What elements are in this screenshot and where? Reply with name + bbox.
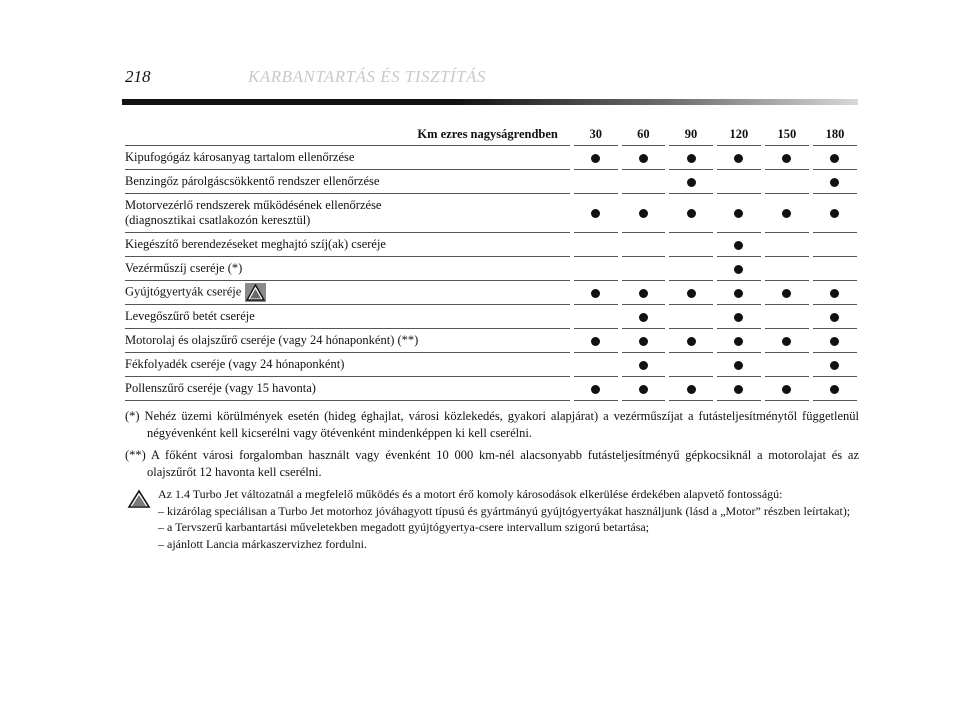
bullet-mark-icon: [830, 289, 839, 298]
bullet-mark-icon: [687, 178, 696, 187]
bullet-mark-icon: [782, 337, 791, 346]
row-label-text: Pollenszűrő cseréje (vagy 15 havonta): [125, 381, 316, 395]
bullet-mark-icon: [591, 154, 600, 163]
interval-cell-180: [811, 170, 857, 194]
warning-item: – a Tervszerű karbantartási műveletekben megadott gyújtógyertya-csere intervallum szigorú betartása;: [158, 520, 650, 534]
table-row: [125, 233, 857, 257]
bullet-mark-icon: [782, 154, 791, 163]
interval-cell-180: [811, 194, 857, 233]
interval-cell-150: [763, 194, 811, 233]
row-label-text: Kiegészítő berendezéseket meghajtó szíj(ak) cseréje: [125, 237, 386, 251]
interval-cell-30: [572, 353, 620, 377]
interval-cell-150: [763, 146, 811, 170]
interval-cell-150: [763, 170, 811, 194]
bullet-mark-icon: [687, 154, 696, 163]
interval-cell-30: [572, 377, 620, 401]
interval-cell-60: [620, 170, 668, 194]
bullet-mark-icon: [830, 337, 839, 346]
row-label: [125, 170, 572, 194]
row-label: [125, 353, 572, 377]
interval-cell-150: [763, 257, 811, 281]
interval-cell-90: [667, 194, 715, 233]
bullet-mark-icon: [734, 313, 743, 322]
table-row: [125, 281, 857, 305]
table-row: [125, 257, 857, 281]
interval-cell-120: [715, 194, 763, 233]
table-row: [125, 146, 857, 170]
footnote-engine-oil: (**) A főként városi forgalomban használt vagy évenként 10 000 km-nél alacsonyabb futásteljesítményű gépkocsiknál a motorolajat és az olajszűrőt 12 havonta kell cserélni.: [125, 448, 859, 479]
bullet-mark-icon: [734, 337, 743, 346]
bullet-mark-icon: [591, 385, 600, 394]
interval-cell-30: [572, 194, 620, 233]
row-label: [125, 257, 572, 281]
interval-cell-30: [572, 146, 620, 170]
row-label-text: Kipufogógáz károsanyag tartalom ellenőrzése: [125, 150, 355, 164]
warning-item: – ajánlott Lancia márkaszervizhez fordulni.: [158, 536, 367, 551]
row-label-text: Gyújtógyertyák cseréje: [125, 284, 242, 299]
bullet-mark-icon: [830, 313, 839, 322]
interval-cell-120: [715, 281, 763, 305]
row-label-text: Fékfolyadék cseréje (vagy 24 hónaponként): [125, 357, 345, 371]
interval-cell-150: [763, 305, 811, 329]
table-row: [125, 377, 857, 401]
interval-cell-120: [715, 257, 763, 281]
interval-cell-180: [811, 353, 857, 377]
bullet-mark-icon: [687, 337, 696, 346]
row-label-text: Vezérműszíj cseréje (*): [125, 261, 243, 275]
interval-cell-150: [763, 329, 811, 353]
bullet-mark-icon: [830, 361, 839, 370]
interval-cell-180: [811, 281, 857, 305]
interval-cell-180: [811, 257, 857, 281]
interval-cell-180: [811, 329, 857, 353]
warning-intro: Az 1.4 Turbo Jet változatnál a megfelelő működés és a motort érő komoly károsodások elkerülése érdekében alapvető fontosságú:: [158, 487, 783, 501]
interval-cell-90: [667, 377, 715, 401]
row-label: [125, 146, 572, 170]
row-label: [125, 377, 572, 401]
interval-cell-30: [572, 305, 620, 329]
interval-cell-180: [811, 146, 857, 170]
bullet-mark-icon: [782, 385, 791, 394]
bullet-mark-icon: [734, 289, 743, 298]
bullet-mark-icon: [734, 361, 743, 370]
interval-cell-150: [763, 377, 811, 401]
table-header-row: [125, 123, 857, 146]
column-header-90: 90: [667, 123, 715, 146]
header-rule: [122, 99, 858, 105]
page-number: 218: [125, 67, 151, 86]
interval-cell-30: [572, 329, 620, 353]
bullet-mark-icon: [639, 361, 648, 370]
table-header-label: Km ezres nagyságrendben: [417, 126, 558, 141]
row-label: [125, 329, 572, 353]
spark-plug-warning: [125, 487, 859, 552]
interval-cell-120: [715, 305, 763, 329]
interval-cell-60: [620, 305, 668, 329]
interval-cell-30: [572, 257, 620, 281]
interval-cell-120: [715, 353, 763, 377]
bullet-mark-icon: [734, 241, 743, 250]
table-row: [125, 194, 857, 233]
interval-cell-150: [763, 281, 811, 305]
bullet-mark-icon: [591, 337, 600, 346]
interval-cell-120: [715, 170, 763, 194]
bullet-mark-icon: [830, 209, 839, 218]
bullet-mark-icon: [639, 154, 648, 163]
interval-cell-180: [811, 305, 857, 329]
row-label-text: Motorolaj és olajszűrő cseréje (vagy 24 hónaponként) (**): [125, 333, 419, 347]
bullet-mark-icon: [639, 209, 648, 218]
interval-cell-150: [763, 353, 811, 377]
interval-cell-90: [667, 353, 715, 377]
bullet-mark-icon: [830, 178, 839, 187]
interval-cell-60: [620, 146, 668, 170]
bullet-mark-icon: [639, 337, 648, 346]
row-label-text: Levegőszűrő betét cseréje: [125, 309, 255, 323]
row-label: [125, 305, 572, 329]
column-header-150: 150: [763, 123, 811, 146]
interval-cell-60: [620, 257, 668, 281]
interval-cell-60: [620, 353, 668, 377]
interval-cell-60: [620, 377, 668, 401]
bullet-mark-icon: [639, 313, 648, 322]
interval-cell-120: [715, 377, 763, 401]
table-row: [125, 353, 857, 377]
interval-cell-120: [715, 329, 763, 353]
interval-cell-180: [811, 233, 857, 257]
table-row: [125, 305, 857, 329]
interval-cell-150: [763, 233, 811, 257]
footnote-timing-belt: (*) Nehéz üzemi körülmények esetén (hideg éghajlat, városi közlekedés, gyakori alapjárat) a vezérműszíjat a futásteljesítménytől függetlenül négyévenként kell kicserélni vagy ötévenként mindenképpen ki kell cserélni.: [125, 409, 859, 440]
bullet-mark-icon: [639, 289, 648, 298]
interval-cell-180: [811, 377, 857, 401]
row-label-line: Motorvezérlő rendszerek működésének ellenőrzése: [125, 198, 382, 212]
row-label: [125, 233, 572, 257]
bullet-mark-icon: [830, 154, 839, 163]
interval-cell-30: [572, 170, 620, 194]
row-label-text: Benzingőz párolgáscsökkentő rendszer ellenőrzése: [125, 174, 380, 188]
interval-cell-90: [667, 146, 715, 170]
interval-cell-60: [620, 281, 668, 305]
maintenance-schedule-table: [125, 123, 857, 401]
warning-item: – kizárólag speciálisan a Turbo Jet motorhoz jóváhagyott típusú és gyártmányú gyújtógyertyákat használjunk (lásd a „Motor” részben leírtakat);: [158, 503, 851, 518]
interval-cell-60: [620, 194, 668, 233]
bullet-mark-icon: [830, 385, 839, 394]
warning-triangle-icon: [127, 489, 151, 509]
bullet-mark-icon: [734, 385, 743, 394]
interval-cell-90: [667, 281, 715, 305]
bullet-mark-icon: [782, 289, 791, 298]
warning-triangle-icon: [245, 283, 266, 302]
bullet-mark-icon: [639, 385, 648, 394]
bullet-mark-icon: [687, 209, 696, 218]
bullet-mark-icon: [734, 209, 743, 218]
bullet-mark-icon: [591, 209, 600, 218]
interval-cell-30: [572, 281, 620, 305]
table-row: [125, 170, 857, 194]
row-label: [125, 194, 572, 233]
interval-cell-120: [715, 233, 763, 257]
interval-cell-90: [667, 233, 715, 257]
interval-cell-30: [572, 233, 620, 257]
running-title: KARBANTARTÁS ÉS TISZTÍTÁS: [248, 67, 486, 86]
interval-cell-60: [620, 233, 668, 257]
bullet-mark-icon: [687, 385, 696, 394]
column-header-120: 120: [715, 123, 763, 146]
column-header-180: 180: [811, 123, 857, 146]
row-label-line: (diagnosztikai csatlakozón keresztül): [125, 213, 311, 227]
bullet-mark-icon: [734, 265, 743, 274]
interval-cell-90: [667, 305, 715, 329]
footnotes: [125, 408, 859, 552]
bullet-mark-icon: [782, 209, 791, 218]
interval-cell-120: [715, 146, 763, 170]
table-row: [125, 329, 857, 353]
bullet-mark-icon: [687, 289, 696, 298]
column-header-60: 60: [620, 123, 668, 146]
interval-cell-90: [667, 329, 715, 353]
interval-cell-90: [667, 257, 715, 281]
interval-cell-90: [667, 170, 715, 194]
row-label: [125, 281, 572, 305]
bullet-mark-icon: [734, 154, 743, 163]
bullet-mark-icon: [591, 289, 600, 298]
interval-cell-60: [620, 329, 668, 353]
column-header-30: 30: [572, 123, 620, 146]
